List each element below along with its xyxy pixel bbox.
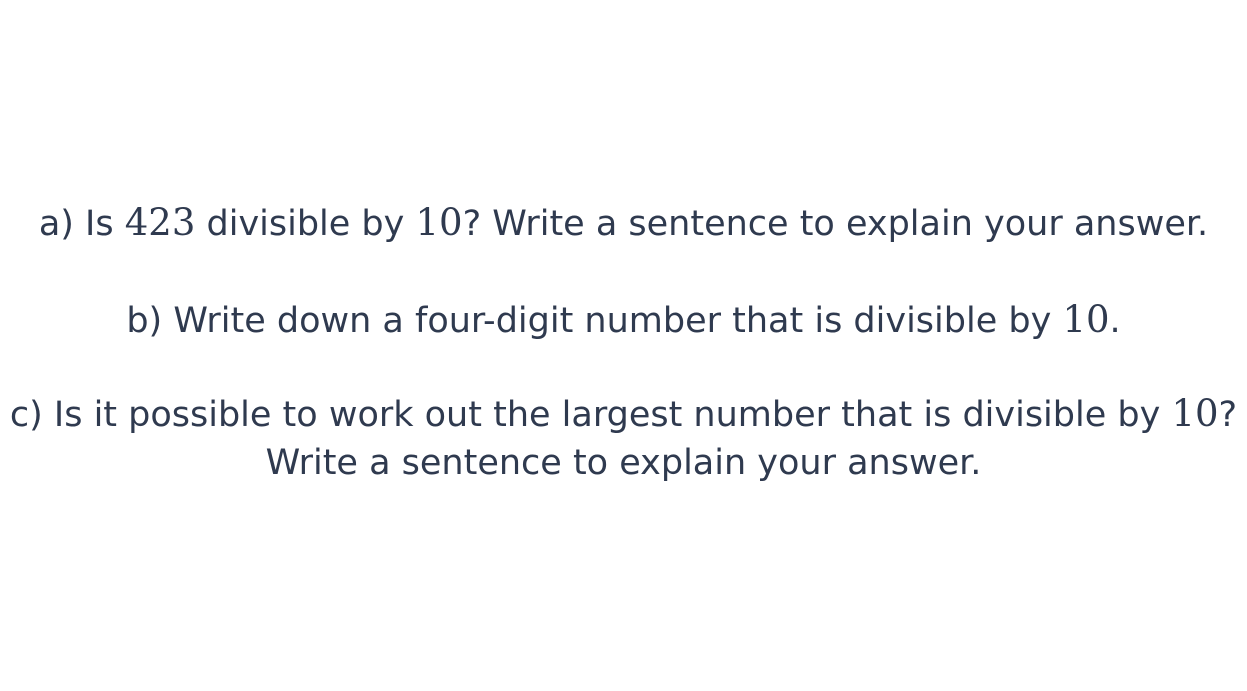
question-a-middle: divisible by <box>195 204 416 244</box>
question-c-line2: Write a sentence to explain your answer. <box>265 443 982 483</box>
question-b-prefix: b) Write down a four-digit number that is divisible by <box>126 301 1063 341</box>
question-c <box>0 391 1247 438</box>
question-a-number: 423 <box>124 201 196 244</box>
question-b <box>0 297 1247 344</box>
question-a-prefix: a) Is <box>38 204 125 244</box>
question-a <box>0 200 1247 247</box>
question-b-divisor: 10 <box>1062 298 1110 341</box>
question-c-prefix: c) Is it possible to work out the largest number that is divisible by <box>9 395 1172 435</box>
question-c-suffix: ? <box>1218 395 1238 435</box>
question-b-suffix: . <box>1109 301 1121 341</box>
question-a-divisor: 10 <box>415 201 463 244</box>
question-a-suffix: ? Write a sentence to explain your answer. <box>462 204 1209 244</box>
question-c-divisor: 10 <box>1171 392 1219 435</box>
